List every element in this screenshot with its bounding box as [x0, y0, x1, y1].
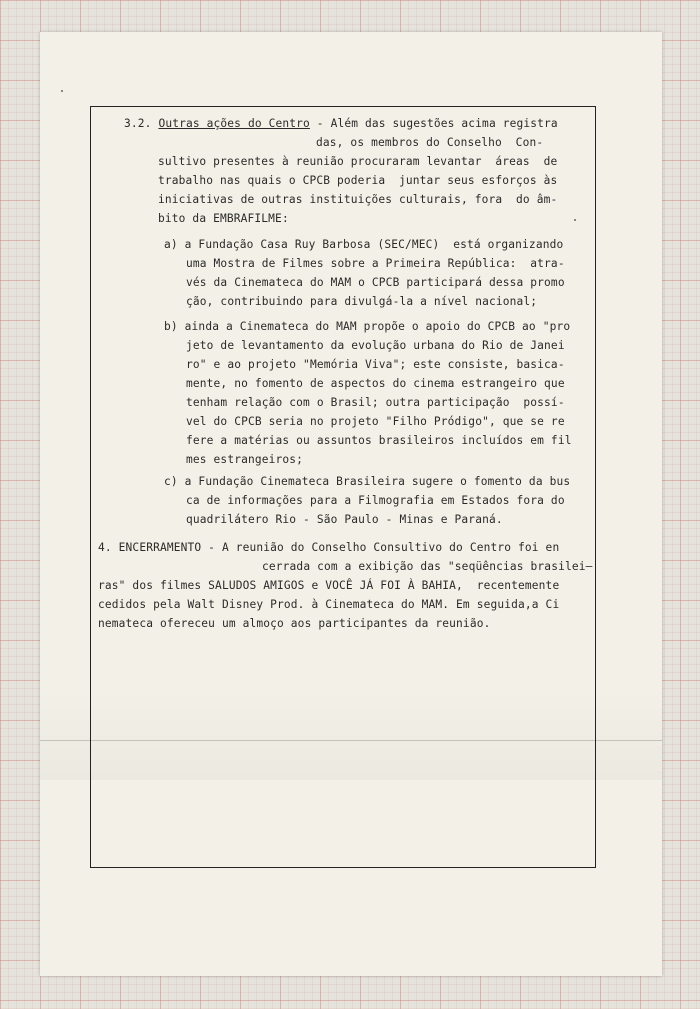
section-3-2-line-1-text: - Além das sugestões acima registra: [309, 117, 558, 130]
section-3-2-line-6: bito da EMBRAFILME:: [158, 212, 289, 225]
paper-sheet: [40, 32, 662, 976]
item-b-line-3: ro" e ao projeto "Memória Viva"; este consiste, basica-: [186, 358, 565, 371]
item-b-line-7: fere a matérias ou assuntos brasileiros incluídos em fil: [186, 434, 572, 447]
item-b-line-1: b) ainda a Cinemateca do MAM propõe o apoio do CPCB ao "pro: [164, 320, 571, 333]
item-a-line-4: ção, contribuindo para divulgá-la a nível nacional;: [186, 295, 538, 308]
item-b-line-8: mes estrangeiros;: [186, 453, 304, 466]
section-3-2-line-4: trabalho nas quais o CPCB poderia juntar seus esforços às: [158, 174, 558, 187]
item-b-line-2: jeto de levantamento da evolução urbana do Rio de Janei: [186, 339, 565, 352]
section-3-2-line-3: sultivo presentes à reunião procuraram levantar áreas de: [158, 155, 558, 168]
item-c-line-1: c) a Fundação Cinemateca Brasileira sugere o fomento da bus: [164, 475, 571, 488]
section-4-line-5: nemateca ofereceu um almoço aos participantes da reunião.: [98, 617, 491, 630]
item-a-line-2: uma Mostra de Filmes sobre a Primeira República: atra-: [186, 257, 565, 270]
item-c-line-2: ca de informações para a Filmografia em Estados fora do: [186, 494, 565, 507]
item-a-line-3: vés da Cinemateca do MAM o CPCB participará dessa promo: [186, 276, 565, 289]
item-a-line-1: a) a Fundação Casa Ruy Barbosa (SEC/MEC) está organizando: [164, 238, 564, 251]
section-number: 3.2.: [124, 117, 152, 130]
section-3-2-line-2: das, os membros do Conselho Con-: [316, 136, 544, 149]
section-4-line-3: ras" dos filmes SALUDOS AMIGOS e VOCÊ JÁ FOI À BAHIA, recentemente: [98, 579, 560, 592]
item-c-line-3: quadrilátero Rio - São Paulo - Minas e Paraná.: [186, 513, 503, 526]
section-3-2-line-5: iniciativas de outras instituições culturais, fora do âm-: [158, 193, 558, 206]
section-4-line-1: 4. ENCERRAMENTO - A reunião do Conselho Consultivo do Centro foi en: [98, 541, 560, 554]
item-b-line-4: mente, no fomento de aspectos do cinema estrangeiro que: [186, 377, 565, 390]
section-4-line-4: cedidos pela Walt Disney Prod. à Cinemateca do MAM. Em seguida,a Ci: [98, 598, 560, 611]
section-4: [40, 32, 662, 652]
section-heading: Outras ações do Centro: [158, 117, 310, 130]
item-b-line-6: vel do CPCB seria no projeto "Filho Pródigo", que se re: [186, 415, 565, 428]
ink-speck: [61, 90, 63, 92]
item-b-line-5: tenham relação com o Brasil; outra participação possí-: [186, 396, 565, 409]
section-4-line-2: cerrada com a exibição das "seqüências brasilei—: [262, 560, 593, 573]
ink-speck: [574, 219, 576, 221]
